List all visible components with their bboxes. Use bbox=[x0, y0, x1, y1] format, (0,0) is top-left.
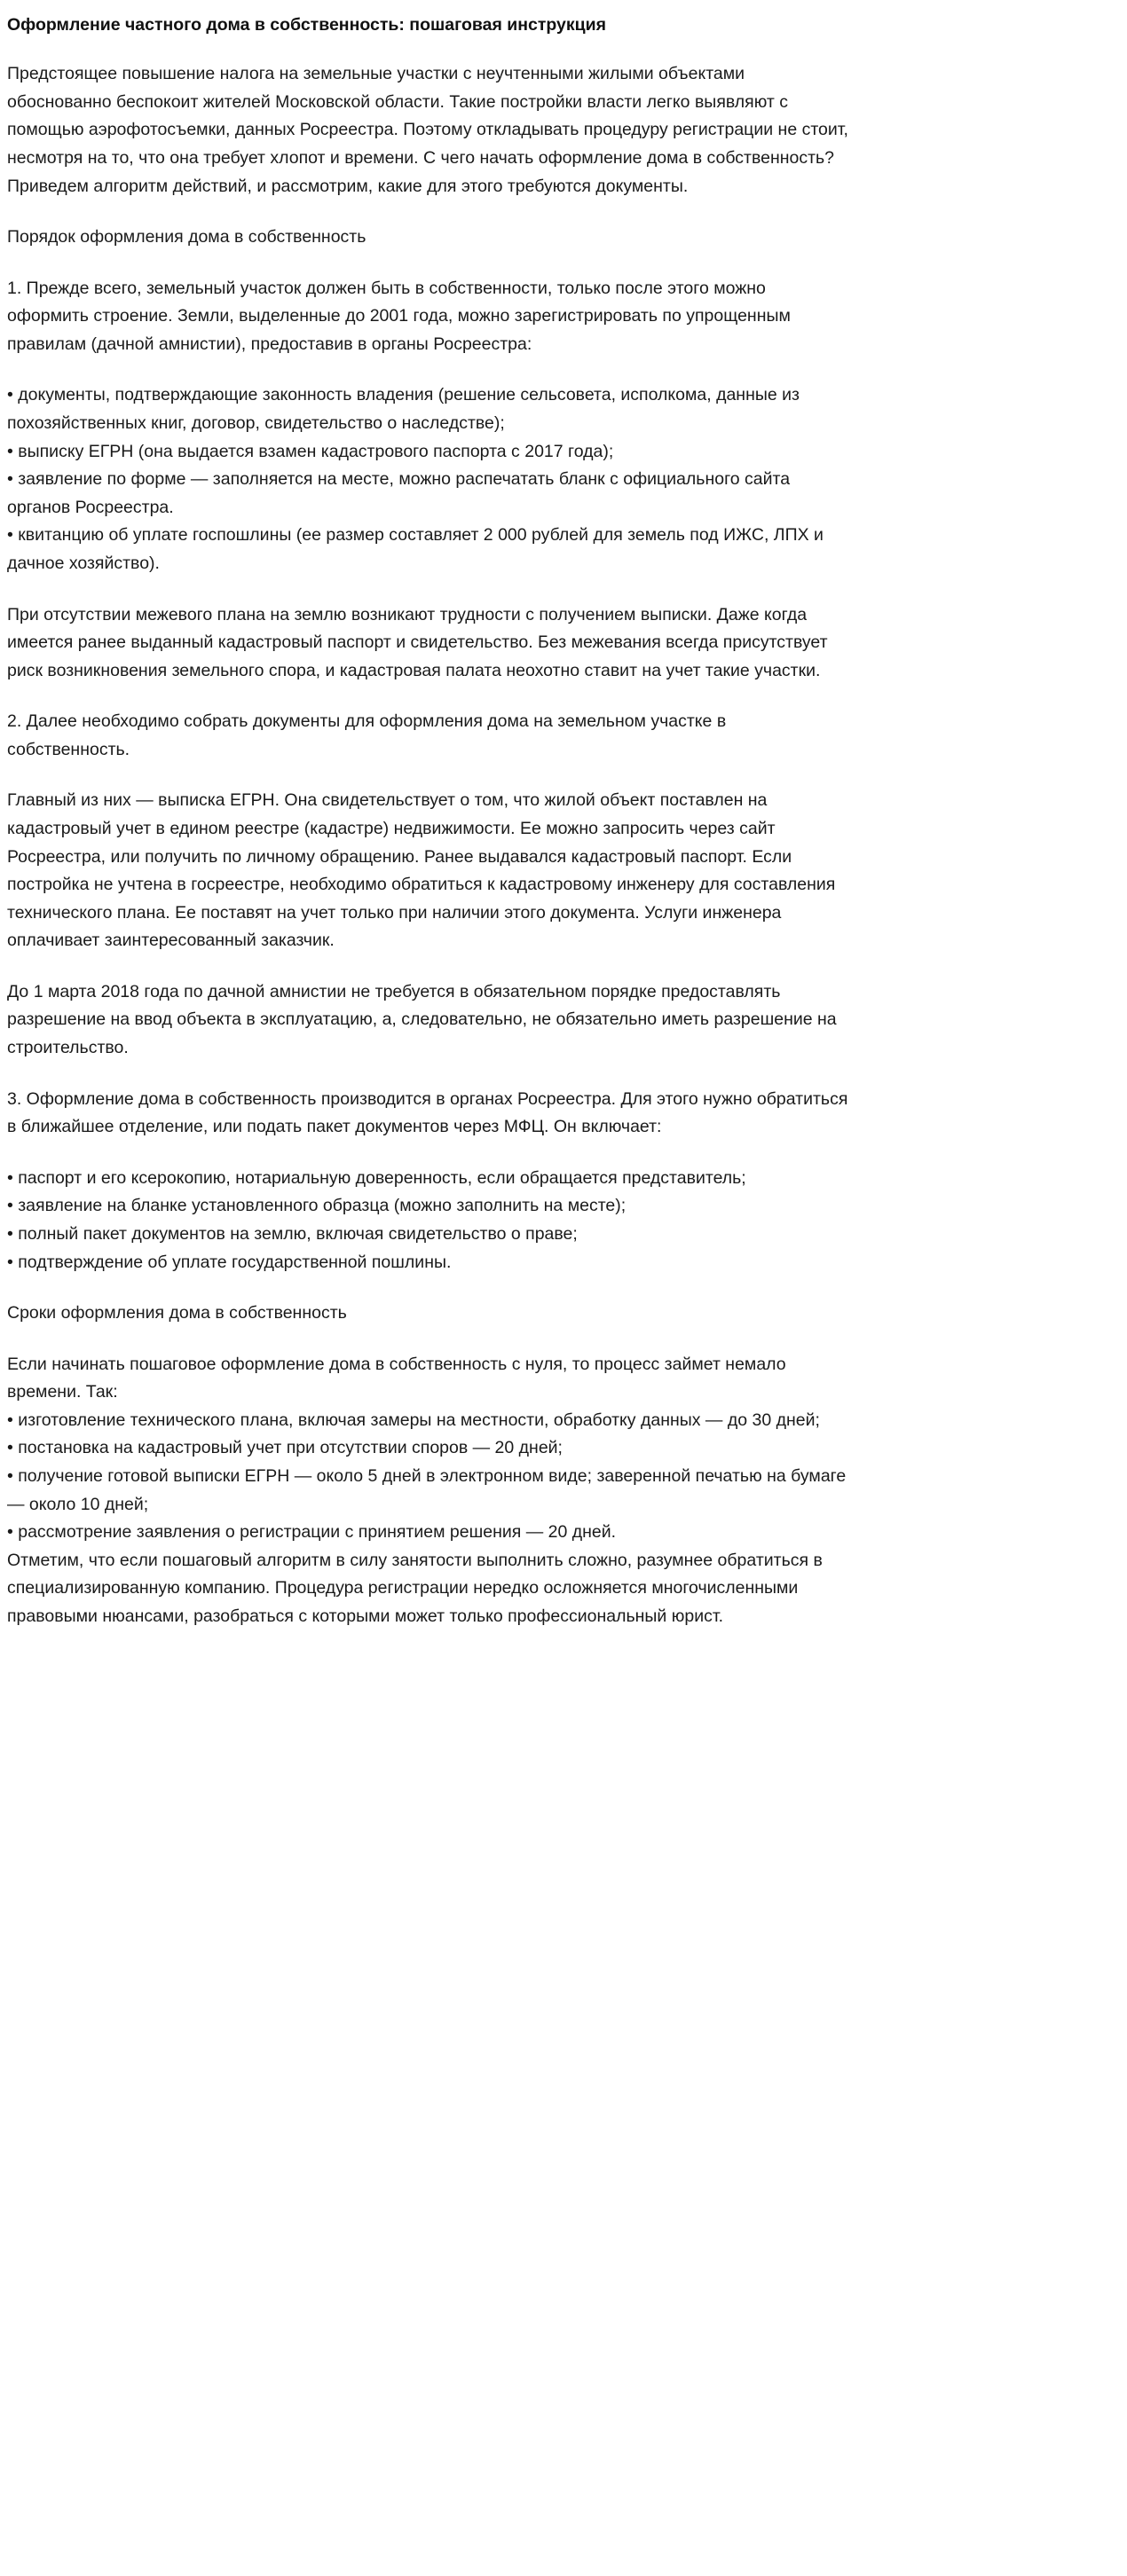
step-1-paragraph: 1. Прежде всего, земельный участок должен быть в собственности, только после этого можно оформить строение. Земли, выделенные до 2001 года, можно зарегистрировать по упрощенным правилам (дачной амнистии), предоставив в органы Росреестра: bbox=[7, 278, 791, 354]
step-3-document-list bbox=[7, 1165, 850, 1276]
list-item: • постановка на кадастровый учет при отсутствии споров — 20 дней; bbox=[7, 1438, 563, 1458]
list-item: • рассмотрение заявления о регистрации с принятием решения — 20 дней. bbox=[7, 1522, 617, 1543]
section-heading-order: Порядок оформления дома в собственность bbox=[7, 227, 366, 247]
terms-list bbox=[7, 1407, 850, 1547]
step-3-paragraph: 3. Оформление дома в собственность производится в органах Росреестра. Для этого нужно обратиться в ближайшее отделение, или подать пакет документов через МФЦ. Он включает: bbox=[7, 1088, 848, 1137]
list-item: • подтверждение об уплате государственной пошлины. bbox=[7, 1252, 452, 1272]
step-2-details-paragraph: Главный из них — выписка ЕГРН. Она свидетельствует о том, что жилой объект поставлен на кадастровый учет в едином реестре (кадастре) недвижимости. Ее можно запросить через сайт Росреестра, или получить по личному обращению. Ранее выдавался кадастровый паспорт. Если постройка не учтена в госреестре, необходимо обратиться к кадастровому инженеру для составления технического плана. Ее поставят на учет только при наличии этого документа. Услуги инженера оплачивает заинтересованный заказчик. bbox=[7, 790, 836, 951]
step-1-document-list bbox=[7, 381, 850, 577]
list-item: • заявление на бланке установленного образца (можно заполнить на месте); bbox=[7, 1196, 627, 1216]
mezhevanie-note-paragraph: При отсутствии межевого плана на землю возникают трудности с получением выписки. Даже когда имеется ранее выданный кадастровый паспорт и свидетельство. Без межевания всегда присутствует риск возникновения земельного спора, и кадастровая палата неохотно ставит на учет такие участки. bbox=[7, 604, 828, 680]
terms-intro-paragraph: Если начинать пошаговое оформление дома в собственность с нуля, то процесс займет немало времени. Так: bbox=[7, 1354, 786, 1402]
article-body bbox=[7, 12, 850, 1630]
list-item: • квитанцию об уплате госпошлины (ее размер составляет 2 000 рублей для земель под ИЖС, ЛПХ и дачное хозяйство). bbox=[7, 525, 824, 573]
intro-paragraph: Предстоящее повышение налога на земельные участки с неучтенными жилыми объектами обоснованно беспокоит жителей Московской области. Такие постройки власти легко выявляют с помощью аэрофотосъемки, данных Росреестра. Поэтому откладывать процедуру регистрации не стоит, несмотря на то, что она требует хлопот и времени. С чего начать оформление дома в собственность? Приведем алгоритм действий, и рассмотрим, какие для этого требуются документы. bbox=[7, 64, 848, 196]
step-2-paragraph: 2. Далее необходимо собрать документы для оформления дома на земельном участке в собственность. bbox=[7, 711, 727, 759]
page-title: Оформление частного дома в собственность: пошаговая инструкция bbox=[7, 15, 607, 35]
section-heading-terms: Сроки оформления дома в собственность bbox=[7, 1303, 347, 1323]
list-item: • изготовление технического плана, включая замеры на местности, обработку данных — до 30 дней; bbox=[7, 1410, 820, 1430]
list-item: • документы, подтверждающие законность владения (решение сельсовета, исполкома, данные из похозяйственных книг, договор, свидетельство о наследстве); bbox=[7, 385, 800, 434]
dacha-amnesty-note-paragraph: До 1 марта 2018 года по дачной амнистии не требуется в обязательном порядке предоставлять разрешение на ввод объекта в эксплуатацию, а, следовательно, не обязательно иметь разрешение на строительство. bbox=[7, 981, 837, 1058]
list-item: • заявление по форме — заполняется на месте, можно распечатать бланк с официального сайта органов Росреестра. bbox=[7, 469, 791, 517]
conclusion-paragraph: Отметим, что если пошаговый алгоритм в силу занятости выполнить сложно, разумнее обратиться в специализированную компанию. Процедура регистрации нередко осложняется многочисленными правовыми нюансами, разобраться с которыми может только профессиональный юрист. bbox=[7, 1550, 823, 1626]
list-item: • получение готовой выписки ЕГРН — около 5 дней в электронном виде; заверенной печатью на бумаге — около 10 дней; bbox=[7, 1465, 847, 1514]
list-item: • паспорт и его ксерокопию, нотариальную доверенность, если обращается представитель; bbox=[7, 1167, 746, 1188]
list-item: • выписку ЕГРН (она выдается взамен кадастрового паспорта с 2017 года); bbox=[7, 441, 614, 461]
list-item: • полный пакет документов на землю, включая свидетельство о праве; bbox=[7, 1223, 578, 1244]
